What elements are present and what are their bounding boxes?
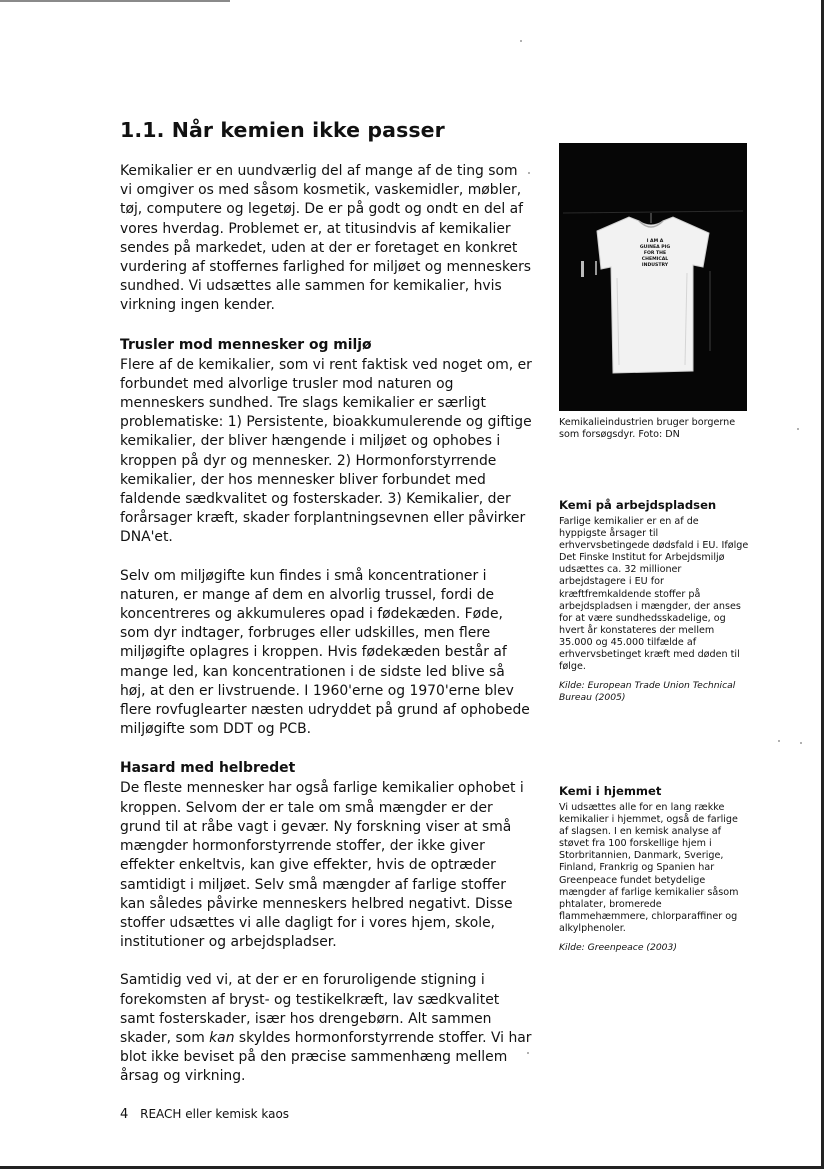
section-heading-health: Hasard med helbredet <box>120 760 296 777</box>
shirt-text-line: INDUSTRY <box>641 263 669 268</box>
sidebar-box-home <box>559 784 749 954</box>
home-heading: Kemi i hjemmet <box>559 784 662 798</box>
tshirt-illustration <box>559 143 747 411</box>
workplace-source: Kilde: European Trade Union Technical Bureau (2005) <box>559 680 736 704</box>
page-footer <box>120 1107 289 1122</box>
scan-speck <box>800 742 802 744</box>
section-heading-threats: Trusler mod mennesker og miljø <box>120 336 372 353</box>
emphasis-kan: kan <box>209 1029 235 1046</box>
home-text: Vi udsættes alle for en lang række kemikalier i hjemmet, også de farlige af slagsen. I en kemisk analyse af støvet fra 100 forskellige hjem i Storbritannien, Danmark, Sverige, Finland, Frankrig og Spanien har Greenpeace fundet betydelige mængder af farlige kemikalier såsom phtalater, bromerede flammehæmmere, chlorparaffiner og alkylphenoler. <box>559 802 739 934</box>
scan-speck <box>520 40 522 42</box>
shirt-text-line: I AM A <box>646 239 664 244</box>
health-paragraph-1: De fleste mennesker har også farlige kemikalier ophobet i kroppen. Selvom der er tale om små mængder er der grund til at råbe vagt i gevær. Ny forskning viser at små mængder hormonforstyrrende stoffer, der ikke giver effekter enkeltvis, kan give effekter, hvis de optræder samtidigt i miljøet. Selv små mængder af farlige stoffer kan således påvirke menneskers helbred negativt. Disse stoffer udsættes vi alle dagligt for i vores hjem, skole, institutioner og arbejdspladser. <box>120 780 524 951</box>
main-column <box>120 162 532 1087</box>
page-title: 1.1. Når kemien ikke passer <box>120 118 445 142</box>
shirt-text-line: FOR THE <box>643 251 667 256</box>
publication-title: REACH eller kemisk kaos <box>140 1107 290 1121</box>
threats-paragraph-2: Selv om miljøgifte kun findes i små koncentrationer i naturen, er mange af dem en alvorlig trussel, fordi de koncentreres og akkumuleres opad i fødekæden. Føde, som dyr indtager, forbruges eller udskilles, men flere miljøgifte oplagres i kroppen. Hvis fødekæden består af mange led, kan koncentrationen i de sidste led blive så høj, at den er livstruende. I 1960'erne og 1970'erne blev flere rovfuglearter næsten udryddet på grund af ophobede miljøgifte som DDT og PCB. <box>120 567 530 738</box>
health-paragraph-2-start: Samtidig ved vi, at der er en foruroligende stigning i forekomsten af bryst- og testikelkræft, lav sædkvalitet samt fosterskader, især hos drengebørn. Alt sammen skader, som <box>120 972 500 1046</box>
workplace-text: Farlige kemikalier er en af de hyppigste årsager til erhvervsbetingede dødsfald i EU. Ifølge Det Finske Institut for Arbejdsmiljø udsættes ca. 32 millioner arbejdstagere i EU for kræftfremkaldende stoffer på arbejdspladsen i mængder, der anses for at være sundhedsskadelige, og hvert år konstateres der mellem 35.000 og 45.000 tilfælde af erhvervsbetinget kræft med døden til følge. <box>559 516 749 673</box>
shirt-text-line: GUINEA PIG <box>639 245 671 250</box>
tshirt-photo <box>559 143 747 411</box>
home-source: Kilde: Greenpeace (2003) <box>559 942 677 954</box>
workplace-heading: Kemi på arbejdspladsen <box>559 498 717 512</box>
page-number: 4 <box>120 1107 129 1122</box>
scan-speck <box>797 428 799 430</box>
shirt-text-line: CHEMICAL <box>641 257 669 262</box>
scan-edge-top <box>0 0 230 2</box>
scan-speck <box>778 740 780 742</box>
intro-paragraph: Kemikalier er en uundværlig del af mange af de ting som vi omgiver os med såsom kosmetik, vaskemidler, møbler, tøj, computere og legetøj. De er på godt og ondt en del af vores hverdag. Problemet er, at titusindvis af kemikalier sendes på markedet, uden at der er foretaget en konkret vurdering af stoffernes farlighed for miljøet og menneskers sundhed. Vi udsættes alle sammen for kemikalier, hvis virkning ingen kender. <box>120 163 532 314</box>
photo-caption: Kemikalieindustrien bruger borgerne som forsøgsdyr. Foto: DN <box>559 417 736 440</box>
sidebar-box-workplace <box>559 498 749 704</box>
threats-paragraph-1: Flere af de kemikalier, som vi rent faktisk ved noget om, er forbundet med alvorlige trusler mod naturen og menneskers sundhed. Tre slags kemikalier er særligt problematiske: 1) Persistente, bioakkumulerende og giftige kemikalier, der bliver hængende i miljøet og ophobes i kroppen på dyr og mennesker. 2) Hormonforstyrrende kemikalier, der hos mennesker bliver forbundet med faldende sædkvalitet og fosterskader. 3) Kemikalier, der forårsager kræft, skader forplantningsevnen eller påvirker DNA'et. <box>120 356 532 546</box>
health-paragraph-2 <box>120 971 532 1086</box>
health-paragraph-2-end: skyldes hormonforstyrrende stoffer. Vi har blot ikke beviset på den præcise sammenhæng mellem årsag og virkning. <box>120 1029 532 1085</box>
